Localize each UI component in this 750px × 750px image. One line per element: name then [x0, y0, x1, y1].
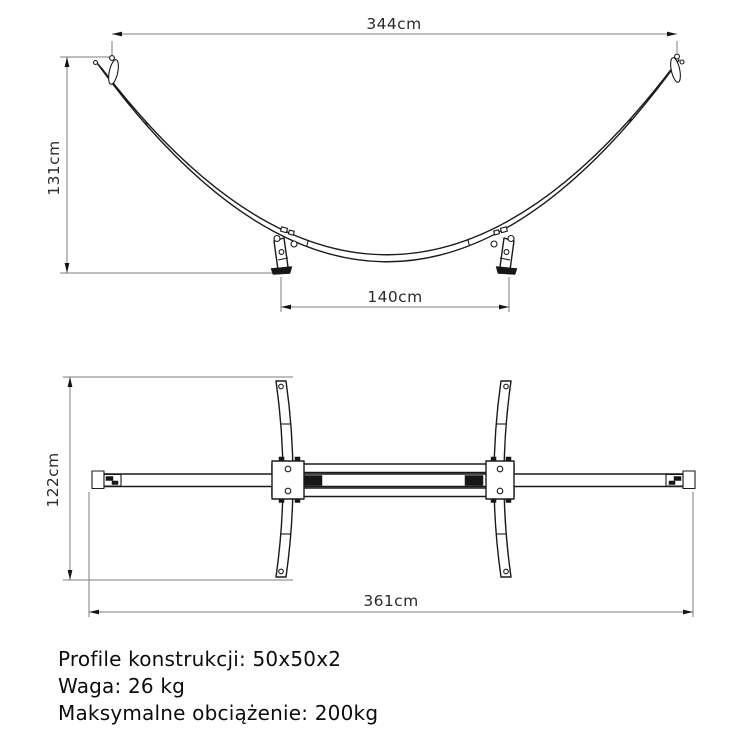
product-specs — [58, 646, 378, 727]
arrow-right-icon — [499, 305, 509, 310]
arrow-down-icon — [65, 263, 70, 273]
bolt-icon — [497, 466, 503, 472]
right-leg — [491, 227, 517, 275]
bolt-icon — [274, 236, 280, 242]
side-view-leg-span-label: 140cm — [367, 288, 423, 306]
arrow-right-icon — [667, 32, 677, 37]
bolt-icon — [491, 241, 497, 247]
dimension-leg-span — [281, 277, 509, 312]
top-rail — [272, 464, 514, 473]
left-tip-pin-icon — [94, 61, 98, 65]
left-hook-icon — [107, 59, 120, 85]
right-hook — [669, 54, 684, 83]
arc-frame — [97, 60, 679, 262]
side-view — [45, 15, 684, 312]
arrow-left-icon — [89, 610, 99, 615]
bolt-icon — [279, 569, 284, 574]
bolt-icon — [285, 466, 291, 472]
arrow-right-icon — [683, 610, 693, 615]
top-view-depth-label: 122cm — [44, 452, 62, 508]
spec-weight-line: Waga: 26 kg — [58, 674, 186, 698]
beam-left-cap — [92, 471, 104, 489]
bolt-icon — [497, 488, 503, 494]
side-view-height-label: 131cm — [45, 140, 63, 196]
spec-profile-line: Profile konstrukcji: 50x50x2 — [58, 647, 342, 671]
bolt-icon — [508, 236, 514, 242]
bolt-icon — [504, 384, 509, 389]
left-hook — [94, 56, 121, 86]
bottom-rail — [272, 488, 514, 497]
left-foot — [271, 267, 292, 275]
bolt-icon — [285, 488, 291, 494]
top-view — [44, 377, 695, 617]
dimension-overall-width — [112, 15, 677, 55]
right-tip-pin-icon — [680, 60, 684, 64]
arrow-left-icon — [281, 305, 291, 310]
dimension-overall-length — [89, 492, 693, 617]
bolt-icon — [504, 250, 509, 255]
dimension-height — [45, 57, 277, 273]
arrow-up-icon — [65, 57, 70, 67]
arrow-up-icon — [68, 377, 73, 387]
arrow-down-icon — [68, 570, 73, 580]
right-hook-pin-icon — [675, 54, 680, 59]
top-view-length-label: 361cm — [363, 592, 419, 610]
left-hook-pin-icon — [110, 56, 115, 61]
main-beam — [92, 471, 695, 489]
right-foot — [496, 267, 517, 275]
bolt-icon — [279, 250, 284, 255]
bolt-icon — [291, 241, 297, 247]
beam-right-cap — [683, 471, 695, 489]
spec-max-load-line: Maksymalne obciążenie: 200kg — [58, 701, 379, 725]
side-view-width-label: 344cm — [366, 15, 422, 33]
bolt-icon — [279, 384, 284, 389]
arrow-left-icon — [112, 32, 122, 37]
bolt-icon — [504, 569, 509, 574]
